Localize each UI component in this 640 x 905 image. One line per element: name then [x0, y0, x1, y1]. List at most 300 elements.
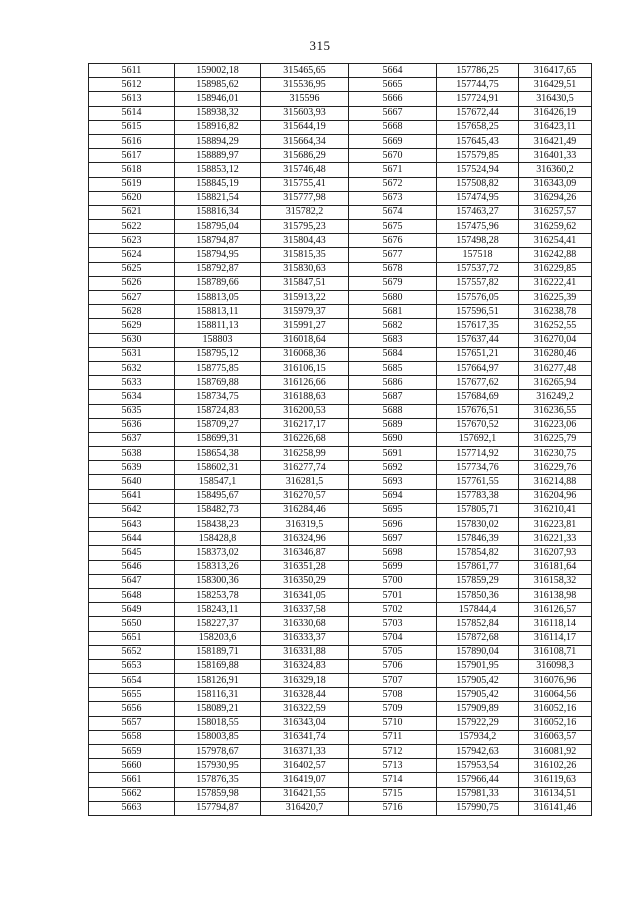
y-coordinate-left-cell: 315746,48	[261, 163, 349, 177]
y-coordinate-right-cell: 316229,76	[519, 461, 592, 475]
x-coordinate-right-cell: 157579,85	[437, 149, 519, 163]
table-row	[89, 92, 592, 106]
y-coordinate-left-cell: 316329,18	[261, 674, 349, 688]
x-coordinate-right-cell: 157684,69	[437, 390, 519, 404]
point-number-right-cell: 5696	[349, 518, 437, 532]
y-coordinate-right-cell: 316052,16	[519, 702, 592, 716]
table-row	[89, 134, 592, 148]
y-coordinate-right-cell: 316401,33	[519, 149, 592, 163]
coordinates-table-body	[89, 64, 592, 816]
point-number-left-cell: 5641	[89, 489, 175, 503]
x-coordinate-right-cell: 157872,68	[437, 631, 519, 645]
table-row	[89, 518, 592, 532]
point-number-left-cell: 5615	[89, 120, 175, 134]
point-number-left-cell: 5625	[89, 262, 175, 276]
table-row	[89, 560, 592, 574]
x-coordinate-right-cell: 157596,51	[437, 305, 519, 319]
x-coordinate-right-cell: 157890,04	[437, 645, 519, 659]
x-coordinate-left-cell: 158946,01	[175, 92, 261, 106]
table-row	[89, 787, 592, 801]
table-row	[89, 319, 592, 333]
y-coordinate-left-cell: 316126,66	[261, 376, 349, 390]
y-coordinate-right-cell: 316221,33	[519, 532, 592, 546]
x-coordinate-left-cell: 158769,88	[175, 376, 261, 390]
point-number-right-cell: 5666	[349, 92, 437, 106]
y-coordinate-left-cell: 315991,27	[261, 319, 349, 333]
point-number-left-cell: 5656	[89, 702, 175, 716]
point-number-right-cell: 5708	[349, 688, 437, 702]
y-coordinate-right-cell: 316343,09	[519, 177, 592, 191]
y-coordinate-left-cell: 315979,37	[261, 305, 349, 319]
x-coordinate-right-cell: 157905,42	[437, 688, 519, 702]
x-coordinate-right-cell: 157676,51	[437, 404, 519, 418]
y-coordinate-left-cell: 315777,98	[261, 191, 349, 205]
y-coordinate-left-cell: 316341,74	[261, 730, 349, 744]
point-number-right-cell: 5715	[349, 787, 437, 801]
x-coordinate-left-cell: 158169,88	[175, 659, 261, 673]
y-coordinate-left-cell: 316328,44	[261, 688, 349, 702]
point-number-right-cell: 5699	[349, 560, 437, 574]
table-row	[89, 617, 592, 631]
x-coordinate-right-cell: 157677,62	[437, 376, 519, 390]
table-row	[89, 447, 592, 461]
point-number-left-cell: 5663	[89, 801, 175, 815]
y-coordinate-right-cell: 316236,55	[519, 404, 592, 418]
table-row	[89, 546, 592, 560]
x-coordinate-left-cell: 157859,98	[175, 787, 261, 801]
y-coordinate-left-cell: 315536,95	[261, 78, 349, 92]
table-row	[89, 347, 592, 361]
table-row	[89, 333, 592, 347]
table-row	[89, 234, 592, 248]
point-number-right-cell: 5705	[349, 645, 437, 659]
table-row	[89, 64, 592, 78]
table-row	[89, 631, 592, 645]
table-row	[89, 489, 592, 503]
x-coordinate-left-cell: 158985,62	[175, 78, 261, 92]
point-number-right-cell: 5694	[349, 489, 437, 503]
x-coordinate-left-cell: 157876,35	[175, 773, 261, 787]
point-number-right-cell: 5703	[349, 617, 437, 631]
x-coordinate-right-cell: 157724,91	[437, 92, 519, 106]
y-coordinate-right-cell: 316158,32	[519, 574, 592, 588]
table-row	[89, 191, 592, 205]
x-coordinate-left-cell: 158003,85	[175, 730, 261, 744]
point-number-left-cell: 5616	[89, 134, 175, 148]
point-number-right-cell: 5688	[349, 404, 437, 418]
y-coordinate-right-cell: 316423,11	[519, 120, 592, 134]
point-number-left-cell: 5637	[89, 432, 175, 446]
y-coordinate-left-cell: 315795,23	[261, 220, 349, 234]
point-number-left-cell: 5611	[89, 64, 175, 78]
y-coordinate-left-cell: 316420,7	[261, 801, 349, 815]
x-coordinate-right-cell: 157953,54	[437, 759, 519, 773]
x-coordinate-left-cell: 158792,87	[175, 262, 261, 276]
table-row	[89, 688, 592, 702]
point-number-left-cell: 5632	[89, 361, 175, 375]
x-coordinate-left-cell: 158547,1	[175, 475, 261, 489]
x-coordinate-left-cell: 158089,21	[175, 702, 261, 716]
table-row	[89, 120, 592, 134]
point-number-right-cell: 5692	[349, 461, 437, 475]
y-coordinate-right-cell: 316238,78	[519, 305, 592, 319]
x-coordinate-right-cell: 157664,97	[437, 361, 519, 375]
x-coordinate-left-cell: 158889,97	[175, 149, 261, 163]
y-coordinate-left-cell: 316284,46	[261, 503, 349, 517]
point-number-right-cell: 5683	[349, 333, 437, 347]
y-coordinate-left-cell: 316346,87	[261, 546, 349, 560]
x-coordinate-left-cell: 158813,11	[175, 305, 261, 319]
point-number-right-cell: 5702	[349, 603, 437, 617]
y-coordinate-right-cell: 316214,88	[519, 475, 592, 489]
point-number-right-cell: 5711	[349, 730, 437, 744]
y-coordinate-left-cell: 316331,88	[261, 645, 349, 659]
table-row	[89, 177, 592, 191]
x-coordinate-right-cell: 157672,44	[437, 106, 519, 120]
x-coordinate-left-cell: 158813,05	[175, 291, 261, 305]
table-row	[89, 276, 592, 290]
y-coordinate-right-cell: 316223,81	[519, 518, 592, 532]
x-coordinate-left-cell: 159002,18	[175, 64, 261, 78]
x-coordinate-left-cell: 158116,31	[175, 688, 261, 702]
point-number-left-cell: 5651	[89, 631, 175, 645]
x-coordinate-right-cell: 157786,25	[437, 64, 519, 78]
x-coordinate-left-cell: 158845,19	[175, 177, 261, 191]
y-coordinate-right-cell: 316081,92	[519, 745, 592, 759]
point-number-left-cell: 5644	[89, 532, 175, 546]
point-number-left-cell: 5655	[89, 688, 175, 702]
x-coordinate-left-cell: 158821,54	[175, 191, 261, 205]
point-number-left-cell: 5653	[89, 659, 175, 673]
y-coordinate-right-cell: 316138,98	[519, 588, 592, 602]
point-number-left-cell: 5629	[89, 319, 175, 333]
x-coordinate-right-cell: 157658,25	[437, 120, 519, 134]
table-row	[89, 603, 592, 617]
x-coordinate-right-cell: 157537,72	[437, 262, 519, 276]
point-number-left-cell: 5628	[89, 305, 175, 319]
table-row	[89, 503, 592, 517]
x-coordinate-right-cell: 157854,82	[437, 546, 519, 560]
x-coordinate-left-cell: 158794,95	[175, 248, 261, 262]
point-number-right-cell: 5701	[349, 588, 437, 602]
x-coordinate-right-cell: 157518	[437, 248, 519, 262]
point-number-right-cell: 5669	[349, 134, 437, 148]
x-coordinate-left-cell: 158734,75	[175, 390, 261, 404]
coordinates-table	[88, 63, 592, 816]
y-coordinate-left-cell: 315755,41	[261, 177, 349, 191]
y-coordinate-right-cell: 316225,39	[519, 291, 592, 305]
table-row	[89, 262, 592, 276]
point-number-left-cell: 5648	[89, 588, 175, 602]
x-coordinate-left-cell: 158126,91	[175, 674, 261, 688]
point-number-right-cell: 5684	[349, 347, 437, 361]
point-number-right-cell: 5680	[349, 291, 437, 305]
y-coordinate-right-cell: 316270,04	[519, 333, 592, 347]
table-row	[89, 390, 592, 404]
y-coordinate-left-cell: 316322,59	[261, 702, 349, 716]
x-coordinate-right-cell: 157524,94	[437, 163, 519, 177]
point-number-right-cell: 5704	[349, 631, 437, 645]
x-coordinate-right-cell: 157714,92	[437, 447, 519, 461]
x-coordinate-right-cell: 157846,39	[437, 532, 519, 546]
x-coordinate-right-cell: 157981,33	[437, 787, 519, 801]
x-coordinate-right-cell: 157645,43	[437, 134, 519, 148]
point-number-left-cell: 5612	[89, 78, 175, 92]
x-coordinate-left-cell: 158894,29	[175, 134, 261, 148]
table-row	[89, 220, 592, 234]
point-number-left-cell: 5627	[89, 291, 175, 305]
y-coordinate-right-cell: 316126,57	[519, 603, 592, 617]
x-coordinate-right-cell: 157508,82	[437, 177, 519, 191]
point-number-right-cell: 5686	[349, 376, 437, 390]
point-number-right-cell: 5697	[349, 532, 437, 546]
y-coordinate-left-cell: 316337,58	[261, 603, 349, 617]
point-number-left-cell: 5649	[89, 603, 175, 617]
point-number-right-cell: 5679	[349, 276, 437, 290]
y-coordinate-left-cell: 315596	[261, 92, 349, 106]
point-number-right-cell: 5670	[349, 149, 437, 163]
x-coordinate-right-cell: 157922,29	[437, 716, 519, 730]
y-coordinate-left-cell: 315644,19	[261, 120, 349, 134]
point-number-right-cell: 5673	[349, 191, 437, 205]
y-coordinate-right-cell: 316257,57	[519, 205, 592, 219]
table-row	[89, 78, 592, 92]
y-coordinate-right-cell: 316118,14	[519, 617, 592, 631]
y-coordinate-right-cell: 316108,71	[519, 645, 592, 659]
point-number-left-cell: 5660	[89, 759, 175, 773]
x-coordinate-left-cell: 158795,12	[175, 347, 261, 361]
table-row	[89, 163, 592, 177]
y-coordinate-left-cell: 316068,36	[261, 347, 349, 361]
y-coordinate-right-cell: 316225,79	[519, 432, 592, 446]
y-coordinate-right-cell: 316114,17	[519, 631, 592, 645]
x-coordinate-right-cell: 157805,71	[437, 503, 519, 517]
point-number-left-cell: 5654	[89, 674, 175, 688]
point-number-left-cell: 5647	[89, 574, 175, 588]
x-coordinate-left-cell: 158428,8	[175, 532, 261, 546]
y-coordinate-left-cell: 316341,05	[261, 588, 349, 602]
point-number-right-cell: 5687	[349, 390, 437, 404]
y-coordinate-right-cell: 316222,41	[519, 276, 592, 290]
y-coordinate-left-cell: 316324,96	[261, 532, 349, 546]
table-row	[89, 801, 592, 815]
point-number-right-cell: 5689	[349, 418, 437, 432]
point-number-right-cell: 5712	[349, 745, 437, 759]
point-number-left-cell: 5614	[89, 106, 175, 120]
point-number-left-cell: 5659	[89, 745, 175, 759]
point-number-right-cell: 5698	[349, 546, 437, 560]
y-coordinate-right-cell: 316098,3	[519, 659, 592, 673]
table-row	[89, 205, 592, 219]
y-coordinate-right-cell: 316254,41	[519, 234, 592, 248]
table-row	[89, 305, 592, 319]
y-coordinate-left-cell: 316270,57	[261, 489, 349, 503]
x-coordinate-right-cell: 157850,36	[437, 588, 519, 602]
y-coordinate-right-cell: 316052,16	[519, 716, 592, 730]
x-coordinate-right-cell: 157830,02	[437, 518, 519, 532]
y-coordinate-left-cell: 316343,04	[261, 716, 349, 730]
y-coordinate-right-cell: 316249,2	[519, 390, 592, 404]
y-coordinate-left-cell: 315804,43	[261, 234, 349, 248]
y-coordinate-left-cell: 315686,29	[261, 149, 349, 163]
x-coordinate-left-cell: 158482,73	[175, 503, 261, 517]
y-coordinate-right-cell: 316064,56	[519, 688, 592, 702]
x-coordinate-right-cell: 157934,2	[437, 730, 519, 744]
y-coordinate-left-cell: 316258,99	[261, 447, 349, 461]
point-number-left-cell: 5623	[89, 234, 175, 248]
x-coordinate-left-cell: 158724,83	[175, 404, 261, 418]
point-number-left-cell: 5617	[89, 149, 175, 163]
x-coordinate-left-cell: 158203,6	[175, 631, 261, 645]
point-number-right-cell: 5671	[349, 163, 437, 177]
y-coordinate-left-cell: 316350,29	[261, 574, 349, 588]
point-number-right-cell: 5675	[349, 220, 437, 234]
y-coordinate-right-cell: 316242,88	[519, 248, 592, 262]
table-row	[89, 588, 592, 602]
point-number-left-cell: 5658	[89, 730, 175, 744]
y-coordinate-left-cell: 316106,15	[261, 361, 349, 375]
x-coordinate-right-cell: 157474,95	[437, 191, 519, 205]
x-coordinate-right-cell: 157744,75	[437, 78, 519, 92]
y-coordinate-left-cell: 316226,68	[261, 432, 349, 446]
x-coordinate-left-cell: 158789,66	[175, 276, 261, 290]
x-coordinate-right-cell: 157861,77	[437, 560, 519, 574]
table-row	[89, 674, 592, 688]
table-row	[89, 361, 592, 375]
table-row	[89, 404, 592, 418]
table-row	[89, 248, 592, 262]
point-number-left-cell: 5634	[89, 390, 175, 404]
point-number-right-cell: 5716	[349, 801, 437, 815]
point-number-left-cell: 5613	[89, 92, 175, 106]
table-row	[89, 149, 592, 163]
y-coordinate-right-cell: 316210,41	[519, 503, 592, 517]
point-number-right-cell: 5672	[349, 177, 437, 191]
point-number-right-cell: 5665	[349, 78, 437, 92]
table-row	[89, 702, 592, 716]
y-coordinate-right-cell: 316426,19	[519, 106, 592, 120]
x-coordinate-right-cell: 157909,89	[437, 702, 519, 716]
y-coordinate-right-cell: 316204,96	[519, 489, 592, 503]
x-coordinate-left-cell: 158243,11	[175, 603, 261, 617]
x-coordinate-right-cell: 157990,75	[437, 801, 519, 815]
page-number: 315	[309, 38, 331, 53]
y-coordinate-left-cell: 316018,64	[261, 333, 349, 347]
x-coordinate-left-cell: 158938,32	[175, 106, 261, 120]
point-number-right-cell: 5677	[349, 248, 437, 262]
point-number-left-cell: 5638	[89, 447, 175, 461]
x-coordinate-left-cell: 157794,87	[175, 801, 261, 815]
point-number-right-cell: 5667	[349, 106, 437, 120]
point-number-left-cell: 5662	[89, 787, 175, 801]
point-number-right-cell: 5678	[349, 262, 437, 276]
x-coordinate-left-cell: 158253,78	[175, 588, 261, 602]
point-number-right-cell: 5674	[349, 205, 437, 219]
y-coordinate-left-cell: 315815,35	[261, 248, 349, 262]
x-coordinate-left-cell: 158438,23	[175, 518, 261, 532]
point-number-left-cell: 5636	[89, 418, 175, 432]
x-coordinate-right-cell: 157576,05	[437, 291, 519, 305]
y-coordinate-left-cell: 316281,5	[261, 475, 349, 489]
x-coordinate-left-cell: 157930,95	[175, 759, 261, 773]
x-coordinate-right-cell: 157844,4	[437, 603, 519, 617]
point-number-right-cell: 5714	[349, 773, 437, 787]
y-coordinate-right-cell: 316280,46	[519, 347, 592, 361]
x-coordinate-left-cell: 158313,26	[175, 560, 261, 574]
x-coordinate-right-cell: 157859,29	[437, 574, 519, 588]
y-coordinate-left-cell: 316319,5	[261, 518, 349, 532]
x-coordinate-right-cell: 157637,44	[437, 333, 519, 347]
table-row	[89, 574, 592, 588]
y-coordinate-left-cell: 316188,63	[261, 390, 349, 404]
y-coordinate-left-cell: 316200,53	[261, 404, 349, 418]
y-coordinate-right-cell: 316429,51	[519, 78, 592, 92]
x-coordinate-right-cell: 157463,27	[437, 205, 519, 219]
point-number-left-cell: 5622	[89, 220, 175, 234]
x-coordinate-right-cell: 157651,21	[437, 347, 519, 361]
y-coordinate-left-cell: 315830,63	[261, 262, 349, 276]
x-coordinate-left-cell: 158853,12	[175, 163, 261, 177]
x-coordinate-left-cell: 158709,27	[175, 418, 261, 432]
point-number-right-cell: 5681	[349, 305, 437, 319]
table-row	[89, 759, 592, 773]
point-number-right-cell: 5709	[349, 702, 437, 716]
point-number-right-cell: 5706	[349, 659, 437, 673]
table-row	[89, 418, 592, 432]
point-number-left-cell: 5630	[89, 333, 175, 347]
table-row	[89, 716, 592, 730]
y-coordinate-right-cell: 316076,96	[519, 674, 592, 688]
x-coordinate-right-cell: 157475,96	[437, 220, 519, 234]
point-number-left-cell: 5639	[89, 461, 175, 475]
table-row	[89, 659, 592, 673]
y-coordinate-right-cell: 316223,06	[519, 418, 592, 432]
x-coordinate-right-cell: 157557,82	[437, 276, 519, 290]
x-coordinate-left-cell: 158816,34	[175, 205, 261, 219]
point-number-right-cell: 5685	[349, 361, 437, 375]
x-coordinate-left-cell: 158495,67	[175, 489, 261, 503]
x-coordinate-left-cell: 157978,67	[175, 745, 261, 759]
x-coordinate-left-cell: 158699,31	[175, 432, 261, 446]
y-coordinate-left-cell: 316402,57	[261, 759, 349, 773]
point-number-right-cell: 5700	[349, 574, 437, 588]
x-coordinate-right-cell: 157942,63	[437, 745, 519, 759]
x-coordinate-left-cell: 158811,13	[175, 319, 261, 333]
point-number-left-cell: 5643	[89, 518, 175, 532]
y-coordinate-left-cell: 316419,07	[261, 773, 349, 787]
table-row	[89, 773, 592, 787]
point-number-right-cell: 5668	[349, 120, 437, 134]
y-coordinate-left-cell: 316333,37	[261, 631, 349, 645]
x-coordinate-left-cell: 158227,37	[175, 617, 261, 631]
y-coordinate-right-cell: 316259,62	[519, 220, 592, 234]
x-coordinate-left-cell: 158794,87	[175, 234, 261, 248]
y-coordinate-left-cell: 316217,17	[261, 418, 349, 432]
point-number-left-cell: 5650	[89, 617, 175, 631]
table-row	[89, 475, 592, 489]
point-number-left-cell: 5620	[89, 191, 175, 205]
x-coordinate-right-cell: 157905,42	[437, 674, 519, 688]
point-number-right-cell: 5707	[349, 674, 437, 688]
point-number-left-cell: 5618	[89, 163, 175, 177]
x-coordinate-right-cell: 157734,76	[437, 461, 519, 475]
y-coordinate-left-cell: 315913,22	[261, 291, 349, 305]
point-number-left-cell: 5633	[89, 376, 175, 390]
y-coordinate-right-cell: 316277,48	[519, 361, 592, 375]
point-number-right-cell: 5695	[349, 503, 437, 517]
y-coordinate-right-cell: 316207,93	[519, 546, 592, 560]
point-number-left-cell: 5631	[89, 347, 175, 361]
